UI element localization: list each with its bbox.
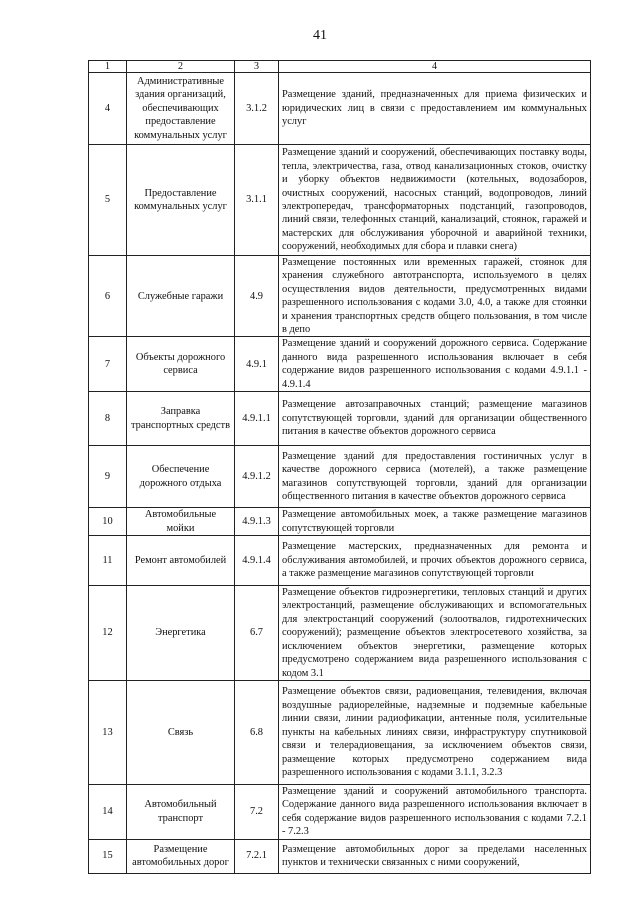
use-type-description: Размещение объектов гидроэнергетики, тепловых станций и других электростанций, размещение обслуживающих и вспомогательных для электростанций сооружений (золоотвалов, гидротехнических сооружений); размещение объектов электросетевого хозяйства, за исключением объектов энергетики, размещение которых предусмотрено содержанием вида разрешенного использования с кодом 3.1 (279, 586, 591, 681)
use-type-description: Размещение зданий и сооружений автомобильного транспорта. Содержание данного вида разрешенного использования включает в себя содержание видов разрешенного использования с кодами 7.2.1 - 7.2.3 (279, 784, 591, 839)
use-type-code: 4.9.1.4 (235, 536, 279, 586)
row-number: 10 (89, 508, 127, 536)
row-number: 4 (89, 73, 127, 145)
use-type-code: 4.9 (235, 256, 279, 337)
use-type-name: Заправка транспортных средств (127, 392, 235, 446)
use-type-description: Размещение зданий для предоставления гостиничных услуг в качестве дорожного сервиса (мотелей), а также размещение магазинов сопутствующей торговли, зданий для организации общественного питания в качестве объектов дорожного сервиса (279, 446, 591, 508)
column-header: 1 (89, 61, 127, 73)
row-number: 13 (89, 680, 127, 784)
use-type-name: Обеспечение дорожного отдыха (127, 446, 235, 508)
column-header: 2 (127, 61, 235, 73)
use-type-name: Автомобильные мойки (127, 508, 235, 536)
page-number: 41 (313, 28, 327, 43)
row-number: 12 (89, 586, 127, 681)
use-type-description: Размещение автозаправочных станций; размещение магазинов сопутствующей торговли, зданий для организации общественного питания в качестве объектов дорожного сервиса (279, 392, 591, 446)
land-use-table (88, 60, 591, 874)
use-type-code: 6.7 (235, 586, 279, 681)
use-type-code: 4.9.1.1 (235, 392, 279, 446)
table-row (89, 784, 591, 839)
row-number: 14 (89, 784, 127, 839)
table-header-row (89, 61, 591, 73)
use-type-description: Размещение автомобильных моек, а также размещение магазинов сопутствующей торговли (279, 508, 591, 536)
table-row (89, 586, 591, 681)
row-number: 6 (89, 256, 127, 337)
use-type-description: Размещение постоянных или временных гаражей, стоянок для хранения служебного автотранспорта, используемого в целях осуществления видов деятельности, предусмотренных видами разрешенного использования с кодами 3.0, 4.0, а также для стоянки и хранения транспортных средств общего пользования, в том числе в депо (279, 256, 591, 337)
row-number: 9 (89, 446, 127, 508)
column-header: 3 (235, 61, 279, 73)
use-type-code: 3.1.1 (235, 145, 279, 256)
use-type-description: Размещение мастерских, предназначенных для ремонта и обслуживания автомобилей, и прочих объектов дорожного сервиса, а также размещение магазинов сопутствующей торговли (279, 536, 591, 586)
column-header: 4 (279, 61, 591, 73)
use-type-code: 4.9.1 (235, 337, 279, 392)
table-row (89, 392, 591, 446)
table-row (89, 256, 591, 337)
row-number: 8 (89, 392, 127, 446)
use-type-name: Размещение автомобильных дорог (127, 839, 235, 873)
use-type-description: Размещение зданий и сооружений дорожного сервиса. Содержание данного вида разрешенного использования включает в себя содержание видов разрешенного использования с кодами 4.9.1.1 - 4.9.1.4 (279, 337, 591, 392)
table-row (89, 508, 591, 536)
use-type-name: Связь (127, 680, 235, 784)
use-type-name: Автомобильный транспорт (127, 784, 235, 839)
row-number: 11 (89, 536, 127, 586)
row-number: 5 (89, 145, 127, 256)
use-type-code: 3.1.2 (235, 73, 279, 145)
use-type-code: 4.9.1.2 (235, 446, 279, 508)
table-row (89, 145, 591, 256)
use-type-code: 7.2 (235, 784, 279, 839)
use-type-description: Размещение автомобильных дорог за пределами населенных пунктов и технически связанных с ними сооружений, (279, 839, 591, 873)
table-row (89, 337, 591, 392)
use-type-code: 6.8 (235, 680, 279, 784)
table-row (89, 73, 591, 145)
use-type-name: Ремонт автомобилей (127, 536, 235, 586)
use-type-name: Административные здания организаций, обеспечивающих предоставление коммунальных услуг (127, 73, 235, 145)
table-row (89, 536, 591, 586)
use-type-name: Объекты дорожного сервиса (127, 337, 235, 392)
use-type-description: Размещение зданий, предназначенных для приема физических и юридических лиц в связи с предоставлением им коммунальных услуг (279, 73, 591, 145)
use-type-name: Служебные гаражи (127, 256, 235, 337)
table-row (89, 680, 591, 784)
row-number: 7 (89, 337, 127, 392)
use-type-name: Предоставление коммунальных услуг (127, 145, 235, 256)
use-type-description: Размещение объектов связи, радиовещания, телевидения, включая воздушные радиорелейные, надземные и подземные кабельные линии связи, линии радиофикации, антенные поля, усилительные пункты на кабельных линиях связи, инфраструктуру спутниковой связи и телерадиовещания, за исключением объектов связи, размещение которых предусмотрено содержанием вида разрешенного использования с кодами 3.1.1, 3.2.3 (279, 680, 591, 784)
table-row (89, 839, 591, 873)
use-type-name: Энергетика (127, 586, 235, 681)
use-type-code: 4.9.1.3 (235, 508, 279, 536)
table-row (89, 446, 591, 508)
row-number: 15 (89, 839, 127, 873)
use-type-description: Размещение зданий и сооружений, обеспечивающих поставку воды, тепла, электричества, газа, отвод канализационных стоков, очистку и уборку объектов недвижимости (котельных, водозаборов, очистных сооружений, насосных станций, водопроводов, линий электропередач, трансформаторных подстанций, газопроводов, линий связи, телефонных станций, канализаций, стоянок, гаражей и мастерских для обслуживания уборочной и аварийной техники, сооружений, необходимых для сбора и плавки снега) (279, 145, 591, 256)
use-type-code: 7.2.1 (235, 839, 279, 873)
